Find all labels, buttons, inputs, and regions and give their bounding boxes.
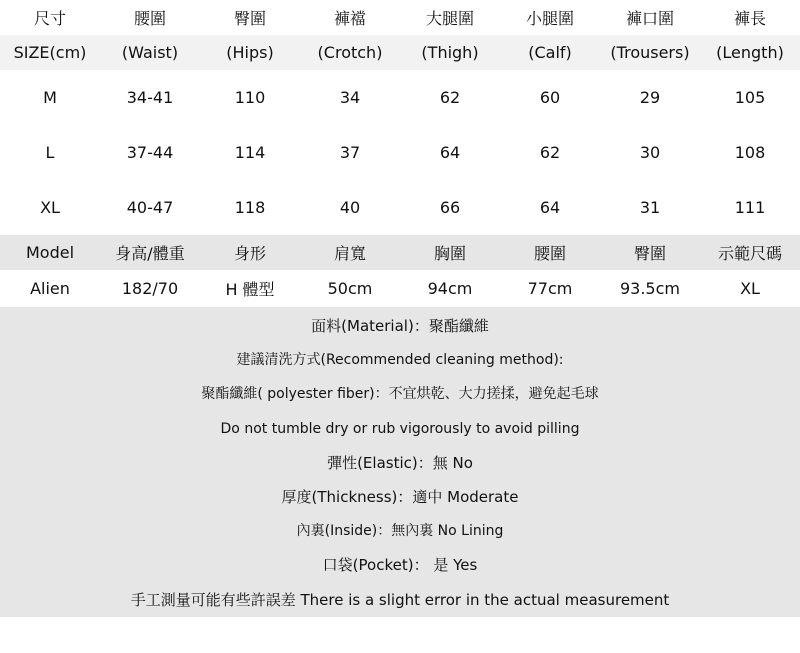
model-header-row	[0, 235, 800, 270]
header-en-crotch: (Crotch)	[300, 35, 400, 70]
elastic-note: 彈性(Elastic)：無 No	[327, 453, 473, 472]
size-header-zh-row	[0, 0, 800, 35]
header-zh-calf: 小腿圍	[500, 0, 600, 35]
model-value-cell: 93.5cm	[600, 270, 700, 307]
cleaning-method-note: 建議清洗方式(Recommended cleaning method):	[236, 352, 564, 369]
measurement-error-note: 手工測量可能有些許誤差 There is a slight error in the actual measurement	[130, 590, 670, 609]
table-cell: 110	[200, 70, 300, 125]
table-cell: 29	[600, 70, 700, 125]
model-value-cell: 94cm	[400, 270, 500, 307]
model-value-cell: H 體型	[200, 270, 300, 307]
model-header-cell: 肩寬	[300, 235, 400, 270]
table-cell: 30	[600, 125, 700, 180]
table-cell: 111	[700, 180, 800, 235]
header-en-hips: (Hips)	[200, 35, 300, 70]
model-values-row	[0, 270, 800, 307]
table-cell: 40	[300, 180, 400, 235]
model-header-cell: 胸圍	[400, 235, 500, 270]
table-cell: 40-47	[100, 180, 200, 235]
header-zh-trousers: 褲口圍	[600, 0, 700, 35]
model-header-cell: Model	[0, 235, 100, 270]
header-zh-hips: 臀圍	[200, 0, 300, 35]
header-en-thigh: (Thigh)	[400, 35, 500, 70]
thickness-note: 厚度(Thickness)：適中 Moderate	[281, 487, 519, 506]
table-cell: L	[0, 125, 100, 180]
model-value-cell: 50cm	[300, 270, 400, 307]
size-row-l	[0, 125, 800, 180]
table-cell: 62	[400, 70, 500, 125]
header-en-size: SIZE(cm)	[0, 35, 100, 70]
header-zh-crotch: 褲襠	[300, 0, 400, 35]
table-cell: 105	[700, 70, 800, 125]
header-en-length: (Length)	[700, 35, 800, 70]
header-zh-length: 褲長	[700, 0, 800, 35]
model-header-cell: 身高/體重	[100, 235, 200, 270]
material-note: 面料(Material)：聚酯纖維	[311, 317, 489, 335]
model-header-cell: 身形	[200, 235, 300, 270]
table-cell: 114	[200, 125, 300, 180]
size-row-m	[0, 70, 800, 125]
table-cell: 118	[200, 180, 300, 235]
table-cell: 31	[600, 180, 700, 235]
size-row-xl	[0, 180, 800, 235]
bottom-margin	[0, 617, 800, 653]
size-table	[0, 0, 800, 307]
tumble-dry-note: Do not tumble dry or rub vigorously to avoid pilling	[220, 420, 580, 437]
model-value-cell: 182/70	[100, 270, 200, 307]
header-zh-thigh: 大腿圍	[400, 0, 500, 35]
size-header-en-row	[0, 35, 800, 70]
header-zh-size: 尺寸	[0, 0, 100, 35]
header-zh-waist: 腰圍	[100, 0, 200, 35]
lining-note: 內裏(Inside)：無內裏 No Lining	[296, 523, 504, 540]
model-value-cell: 77cm	[500, 270, 600, 307]
header-en-trousers: (Trousers)	[600, 35, 700, 70]
header-en-waist: (Waist)	[100, 35, 200, 70]
table-cell: 64	[400, 125, 500, 180]
model-header-cell: 腰圍	[500, 235, 600, 270]
table-cell: XL	[0, 180, 100, 235]
header-en-calf: (Calf)	[500, 35, 600, 70]
model-value-cell: Alien	[0, 270, 100, 307]
table-cell: 34	[300, 70, 400, 125]
table-cell: 62	[500, 125, 600, 180]
table-cell: 108	[700, 125, 800, 180]
table-cell: 66	[400, 180, 500, 235]
table-cell: 37-44	[100, 125, 200, 180]
model-value-cell: XL	[700, 270, 800, 307]
table-cell: 37	[300, 125, 400, 180]
table-cell: 60	[500, 70, 600, 125]
polyester-care-note: 聚酯纖維( polyester fiber)：不宜烘乾、大力搓揉，避免起毛球	[201, 386, 599, 403]
pocket-note: 口袋(Pocket)： 是 Yes	[322, 556, 478, 575]
table-cell: M	[0, 70, 100, 125]
model-header-cell: 示範尺碼	[700, 235, 800, 270]
model-header-cell: 臀圍	[600, 235, 700, 270]
table-cell: 64	[500, 180, 600, 235]
care-notes-panel	[0, 307, 800, 617]
table-cell: 34-41	[100, 70, 200, 125]
